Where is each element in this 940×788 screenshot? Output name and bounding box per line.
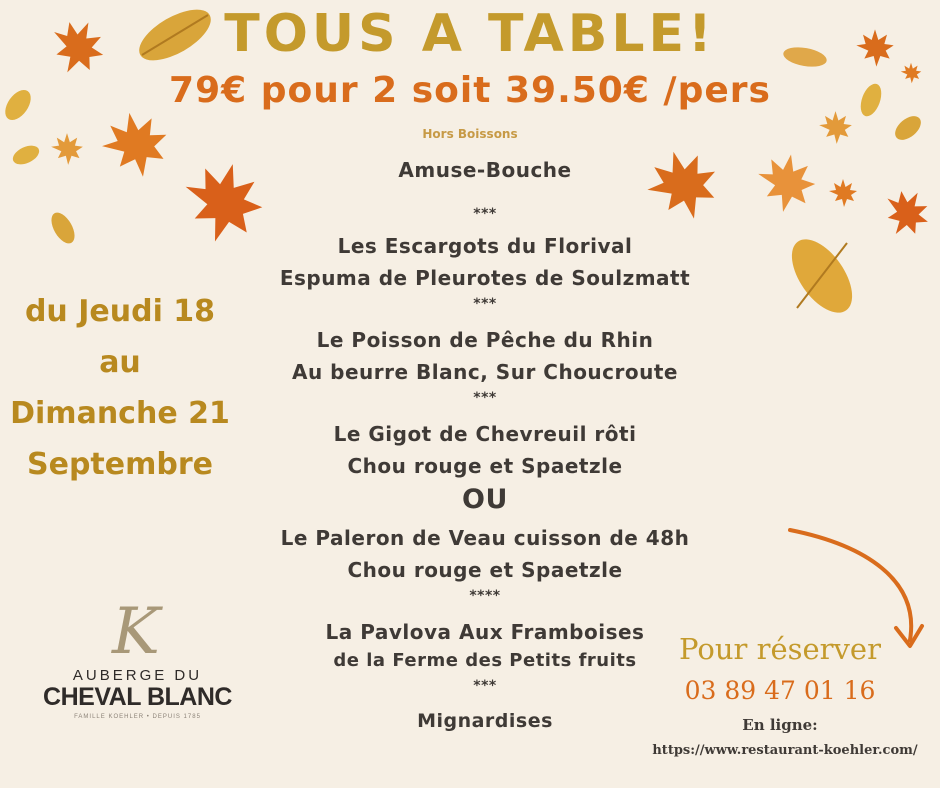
logo-tagline: FAMILLE KOEHLER • DEPUIS 1785 (74, 714, 201, 720)
date-line: du Jeudi 18 (24, 294, 216, 329)
menu-item-viande-b-detail: Chou rouge et Spaetzle (347, 558, 623, 582)
menu-separator: *** (473, 678, 497, 694)
maple-leaf-icon (828, 178, 858, 208)
menu-item-dessert: La Pavlova Aux Framboises (325, 620, 645, 644)
event-dates (0, 286, 240, 490)
drinks-note: Hors Boissons (422, 127, 518, 141)
menu-item-poisson-detail: Au beurre Blanc, Sur Choucroute (292, 360, 678, 384)
menu-item-dessert-detail: de la Ferme des Petits fruits (333, 650, 637, 671)
logo-monogram: K (112, 595, 160, 669)
date-line: au (99, 345, 141, 380)
leaf-icon (48, 208, 78, 248)
menu-item-poisson: Le Poisson de Pêche du Rhin (316, 328, 654, 352)
menu-item-entree-detail: Espuma de Pleurotes de Soulzmatt (279, 266, 691, 290)
maple-leaf-icon (100, 110, 170, 180)
menu-item-amuse: Amuse-Bouche (398, 158, 572, 182)
date-line: Dimanche 21 (10, 396, 230, 431)
website-link[interactable]: https://www.restaurant-koehler.com/ (652, 743, 918, 758)
reserve-label: Pour réserver (679, 632, 881, 666)
menu-separator: *** (473, 390, 497, 406)
phone-number[interactable]: 03 89 47 01 16 (684, 676, 876, 705)
page-title: TOUS A TABLE! (224, 4, 716, 64)
menu-choice-or: OU (462, 484, 508, 515)
leaf-icon (10, 140, 42, 170)
logo-name: CHEVAL BLANC (43, 683, 232, 711)
menu-separator: *** (473, 206, 497, 222)
menu-item-viande-a: Le Gigot de Chevreuil rôti (333, 422, 637, 446)
date-line: Septembre (27, 447, 213, 482)
menu-separator: *** (473, 296, 497, 312)
online-label: En ligne: (742, 716, 818, 734)
menu-separator: **** (469, 588, 501, 604)
price-line: 79€ pour 2 soit 39.50€ /pers (169, 70, 771, 111)
leaf-icon (782, 228, 862, 323)
menu-item-viande-a-detail: Chou rouge et Spaetzle (347, 454, 623, 478)
menu-item-mignardises: Mignardises (417, 710, 553, 732)
maple-leaf-icon (875, 188, 937, 238)
logo-line: AUBERGE DU (72, 667, 203, 684)
menu-item-entree: Les Escargots du Florival (337, 234, 633, 258)
logo (30, 595, 245, 725)
menu-item-viande-b: Le Paleron de Veau cuisson de 48h (280, 526, 690, 550)
